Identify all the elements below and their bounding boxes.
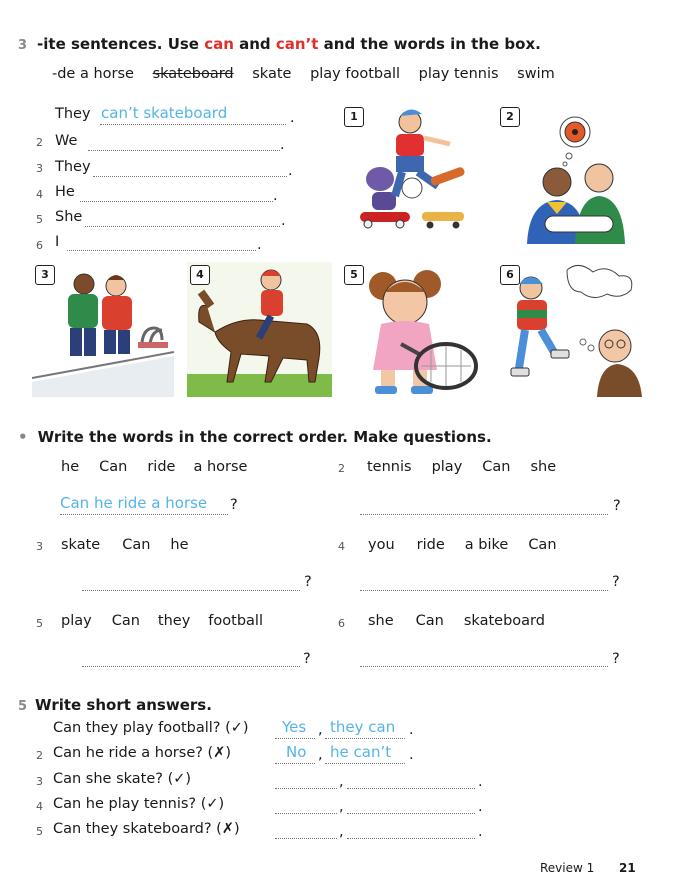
- answer-line[interactable]: [347, 813, 475, 814]
- answer-line[interactable]: [82, 590, 300, 591]
- question-number: 6: [338, 617, 345, 630]
- answer-line[interactable]: [93, 176, 287, 177]
- answer-part-2: they can: [330, 718, 396, 736]
- answer-part-1: Yes: [282, 718, 307, 736]
- word-box-item: play football: [310, 66, 401, 82]
- word-box-item: skateboard: [152, 66, 234, 82]
- question-number: 5: [36, 617, 43, 630]
- answer-line[interactable]: [360, 590, 608, 591]
- answer-line[interactable]: [88, 150, 280, 151]
- picture-number-badge: 6: [500, 265, 520, 285]
- answer-line[interactable]: [60, 514, 228, 515]
- word-box-item: play tennis: [418, 66, 499, 82]
- word-box-item: -de a horse: [52, 66, 134, 82]
- answer-part-2: he can’t: [330, 743, 392, 761]
- scrambled-words: skate Can he: [61, 537, 189, 553]
- exercise-number: 3: [18, 38, 28, 53]
- sentence-number: 2: [36, 136, 43, 149]
- answer-line[interactable]: [347, 788, 475, 789]
- question-text: Can they skateboard? (✗): [53, 821, 240, 837]
- scrambled-words: she Can skateboard: [368, 613, 545, 629]
- picture-number-badge: 1: [344, 107, 364, 127]
- picture-number-badge: 2: [500, 107, 520, 127]
- answer-line[interactable]: [325, 763, 405, 764]
- answer-line[interactable]: [275, 763, 315, 764]
- answer-line[interactable]: [360, 514, 608, 515]
- sentence-subject: He: [55, 184, 75, 200]
- answer-line[interactable]: [100, 124, 286, 125]
- question-text: Can he play tennis? (✓): [53, 796, 225, 812]
- answer-line[interactable]: [275, 738, 315, 739]
- footer-section: Review 1: [540, 861, 595, 875]
- sentence-answer: can’t skateboard: [101, 104, 228, 122]
- answer-line[interactable]: [82, 666, 300, 667]
- question-number: 3: [36, 540, 43, 553]
- sentence-subject: She: [55, 209, 83, 225]
- picture-number-badge: 3: [35, 265, 55, 285]
- question-text: Can he ride a horse? (✗): [53, 745, 232, 761]
- question-number: 4: [338, 540, 345, 553]
- question-number: 3: [36, 775, 43, 788]
- exercise-2-heading: • Write the words in the correct order. Make questions.: [18, 428, 492, 446]
- answer-part-1: No: [286, 743, 307, 761]
- scrambled-words: he Can ride a horse: [61, 459, 248, 475]
- answer-line[interactable]: [360, 666, 608, 667]
- question-text: Can they play football? (✓): [53, 720, 249, 736]
- sentence-number: 5: [36, 213, 43, 226]
- word-box-item: skate: [252, 66, 292, 82]
- question-number: 2: [338, 462, 345, 475]
- word-box-item: swim: [517, 66, 555, 82]
- exercise-1-heading: 3 -ite sentences. Use can and can’t and the words in the box.: [18, 35, 541, 53]
- exercise-3-heading: 5 Write short answers.: [18, 696, 212, 714]
- question-number: 4: [36, 800, 43, 813]
- answer-line[interactable]: [67, 250, 256, 251]
- scrambled-words: tennis play Can she: [367, 459, 557, 475]
- page-number: 21: [619, 861, 636, 875]
- answer-line[interactable]: [347, 838, 475, 839]
- answer-line[interactable]: [85, 226, 280, 227]
- answer-line[interactable]: [275, 788, 337, 789]
- sentence-number: 4: [36, 188, 43, 201]
- answer-line[interactable]: [275, 838, 337, 839]
- answer-line[interactable]: [80, 201, 273, 202]
- answer-line[interactable]: [325, 738, 405, 739]
- answer-line[interactable]: [275, 813, 337, 814]
- sentence-subject: We: [55, 133, 78, 149]
- sentence-subject: They: [55, 106, 91, 122]
- scrambled-words: you ride a bike Can: [368, 537, 557, 553]
- picture-number-badge: 4: [190, 265, 210, 285]
- sentence-number: 3: [36, 162, 43, 175]
- word-box: [52, 66, 569, 82]
- question-number: 5: [36, 825, 43, 838]
- question-text: Can she skate? (✓): [53, 771, 192, 787]
- question-number: 2: [36, 749, 43, 762]
- sentence-subject: They: [55, 159, 91, 175]
- picture-number-badge: 5: [344, 265, 364, 285]
- scrambled-words: play Can they football: [61, 613, 263, 629]
- sentence-subject: I: [55, 234, 60, 250]
- sentence-number: 6: [36, 239, 43, 252]
- question-answer: Can he ride a horse: [60, 494, 208, 512]
